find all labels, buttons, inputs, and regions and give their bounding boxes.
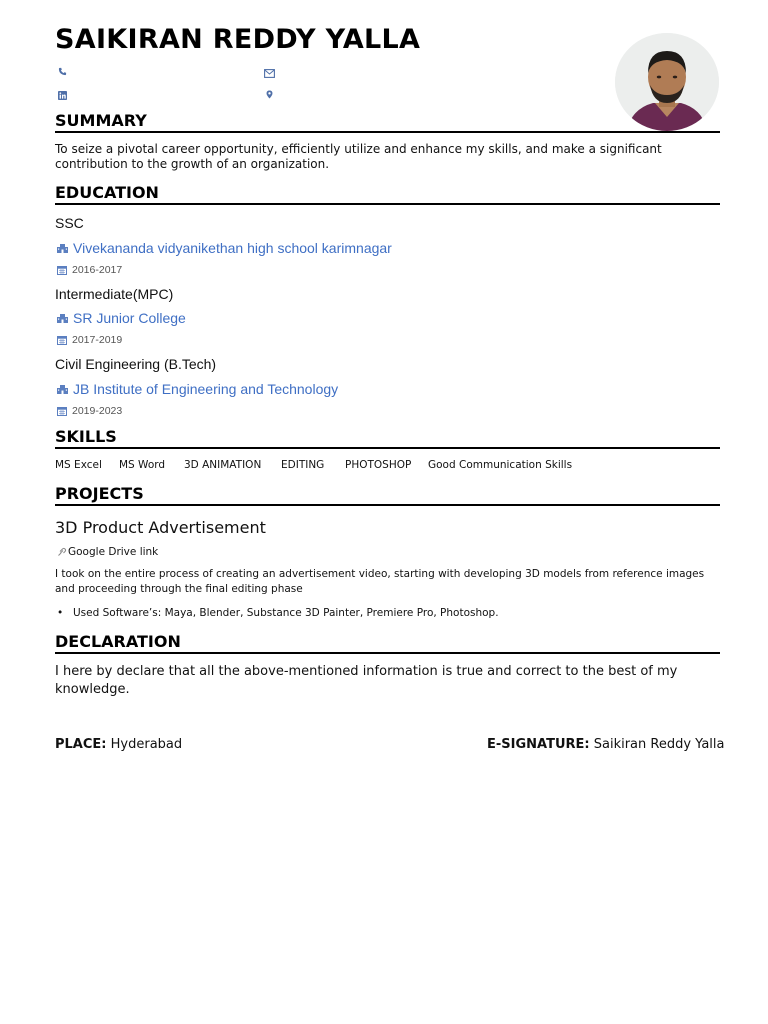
education-dates: 2016-2017 xyxy=(72,264,123,276)
declaration-heading: DECLARATION xyxy=(55,633,720,654)
project-description: I took on the entire process of creating an advertisement video, starting with developing 3D models from reference images and proceeding through the final editing phase xyxy=(55,568,705,595)
education-school: JB Institute of Engineering and Technology xyxy=(73,381,339,397)
skill-item: Good Communication Skills xyxy=(428,459,573,471)
signature-value: Saikiran Reddy Yalla xyxy=(593,737,725,752)
calendar-icon xyxy=(57,265,67,275)
education-date-row xyxy=(57,334,122,346)
signature-field xyxy=(487,737,724,752)
education-degree: Civil Engineering (B.Tech) xyxy=(55,356,217,372)
skill-item: MS Word xyxy=(119,459,166,471)
summary-text: To seize a pivotal career opportunity, efficiently utilize and enhance my skills, and make a significant contribution to the growth of an organization. xyxy=(55,142,662,171)
place-field xyxy=(55,737,182,752)
project-bullet-text: Used Software’s: Maya, Blender, Substance 3D Painter, Premiere Pro, Photoshop. xyxy=(73,607,499,619)
school-icon xyxy=(57,243,68,253)
phone-icon[interactable] xyxy=(58,67,67,76)
skill-item: EDITING xyxy=(281,459,325,471)
skill-item: 3D ANIMATION xyxy=(184,459,262,471)
education-school: SR Junior College xyxy=(73,310,186,326)
declaration-text: I here by declare that all the above-mentioned information is true and correct to the best of my knowledge. xyxy=(55,664,678,697)
calendar-icon xyxy=(57,406,67,416)
education-school-link[interactable] xyxy=(57,310,186,326)
place-value: Hyderabad xyxy=(110,737,183,752)
project-bullet-item xyxy=(57,606,717,621)
projects-heading: PROJECTS xyxy=(55,485,720,506)
linkedin-icon[interactable] xyxy=(58,91,67,100)
education-degree: Intermediate(MPC) xyxy=(55,286,174,302)
skill-item: PHOTOSHOP xyxy=(345,459,412,471)
school-icon xyxy=(57,384,68,394)
education-school: Vivekananda vidyanikethan high school karimnagar xyxy=(73,240,392,256)
skills-heading: SKILLS xyxy=(55,428,720,449)
location-icon[interactable] xyxy=(265,90,274,99)
signature-label: E-SIGNATURE: xyxy=(487,737,590,752)
education-date-row xyxy=(57,405,122,417)
summary-heading: SUMMARY xyxy=(55,112,720,133)
education-heading: EDUCATION xyxy=(55,184,720,205)
bullet-icon: • xyxy=(57,607,64,619)
education-school-link[interactable] xyxy=(57,381,338,397)
project-link[interactable] xyxy=(57,546,158,558)
education-school-link[interactable] xyxy=(57,240,392,256)
project-title: 3D Product Advertisement xyxy=(55,518,266,537)
education-date-row xyxy=(57,264,122,276)
skill-item: MS Excel xyxy=(55,459,102,471)
project-link-label[interactable]: Google Drive link xyxy=(68,546,159,558)
education-dates: 2017-2019 xyxy=(72,334,123,346)
email-icon[interactable] xyxy=(264,69,275,78)
link-icon xyxy=(57,547,67,557)
candidate-name: SAIKIRAN REDDY YALLA xyxy=(55,24,421,55)
education-degree: SSC xyxy=(55,215,84,231)
place-label: PLACE: xyxy=(55,737,107,752)
skills-list xyxy=(55,459,720,471)
education-dates: 2019-2023 xyxy=(72,405,123,417)
school-icon xyxy=(57,313,68,323)
calendar-icon xyxy=(57,335,67,345)
